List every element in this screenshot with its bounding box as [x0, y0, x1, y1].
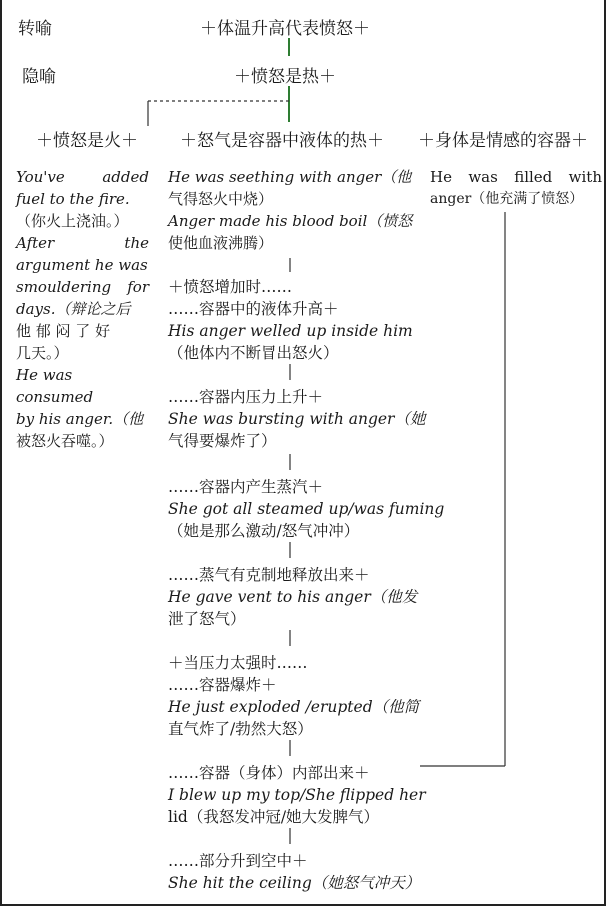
- step-steam-zh: （她是那么激动/怒气冲冲）: [168, 522, 360, 540]
- branch-fire: ＋愤怒是火＋: [36, 131, 138, 151]
- anger-is-heat-node: ＋愤怒是热＋: [234, 67, 336, 87]
- step-pressure-rises-en: She was bursting with anger（她: [168, 410, 426, 428]
- body-ex1-line2: anger（他充满了愤怒）: [430, 191, 584, 207]
- body-ex1-line1: He was filled with: [430, 168, 602, 186]
- fire-ex2-line5: 他 郁 闷 了 好: [16, 322, 111, 340]
- fire-ex2-line2: argument he was: [16, 256, 148, 274]
- step-pressure-rises-zh: 气得要爆炸了）: [168, 432, 277, 450]
- step-liquid-rises-en: His anger welled up inside him: [168, 322, 413, 340]
- branch-container: ＋怒气是容器中液体的热＋: [180, 131, 384, 151]
- fire-ex3-line2: by his anger.（他: [16, 410, 144, 428]
- root-node: ＋体温升高代表愤怒＋: [200, 19, 370, 39]
- body-examples: [430, 166, 602, 210]
- step-comes-out-en: I blew up my top/She flipped her: [168, 786, 426, 804]
- step-anger-increases: ＋愤怒增加时……: [168, 278, 293, 296]
- step-rises-into-air: ……部分升到空中＋: [168, 852, 308, 870]
- container-a2-zh: 使他血液沸腾）: [168, 234, 274, 252]
- step-steam: ……容器内产生蒸汽＋: [168, 478, 324, 496]
- step-too-much-pressure: ＋当压力太强时……: [168, 654, 308, 672]
- fire-ex3-line1: He was consumed: [16, 366, 94, 406]
- level-metonymy: 转喻: [18, 19, 52, 39]
- branch-body: ＋身体是情感的容器＋: [418, 131, 588, 151]
- fire-ex1-zh: （你火上浇油。）: [16, 212, 129, 230]
- step-vent-zh: 泄了怒气）: [168, 610, 246, 628]
- container-a1-en: He was seething with anger（他: [168, 168, 412, 186]
- step-comes-out-zh: lid（我怒发冲冠/她大发脾气）: [168, 808, 380, 826]
- step-vent: ……蒸气有克制地释放出来＋: [168, 566, 370, 584]
- step-pressure-rises: ……容器内压力上升＋: [168, 388, 324, 406]
- step-explode-en: He just exploded /erupted（他简: [168, 698, 420, 716]
- fire-ex2-line3: smouldering for: [16, 278, 149, 296]
- fire-ex2-line6: 几天。）: [16, 344, 69, 362]
- step-rises-into-air-en: She hit the ceiling（她怒气冲天）: [168, 874, 421, 892]
- step-steam-en: She got all steamed up/was fuming: [168, 500, 445, 518]
- fire-ex3-line3: 被怒火吞噬。）: [16, 432, 114, 450]
- container-examples: [168, 166, 418, 254]
- container-a2-en: Anger made his blood boil（愤怒: [168, 212, 413, 230]
- container-a1-zh: 气得怒火中烧）: [168, 190, 274, 208]
- level-metaphor: 隐喻: [22, 67, 56, 87]
- step-comes-out: ……容器（身体）内部出来＋: [168, 764, 370, 782]
- fire-ex1-line2: fuel to the fire.: [16, 190, 130, 208]
- step-vent-en: He gave vent to his anger（他发: [168, 588, 418, 606]
- step-explode-zh: 直气炸了/勃然大怒）: [168, 720, 313, 738]
- fire-ex2-line1: After the: [16, 234, 149, 252]
- fire-examples: [16, 166, 149, 452]
- step-liquid-rises: ……容器中的液体升高＋: [168, 300, 339, 318]
- fire-ex2-line4: days.（辩论之后: [16, 300, 131, 318]
- step-explode: ……容器爆炸＋: [168, 676, 277, 694]
- fire-ex1-line1: You've added: [16, 168, 149, 186]
- step-liquid-rises-zh: （他体内不断冒出怒火）: [168, 344, 339, 362]
